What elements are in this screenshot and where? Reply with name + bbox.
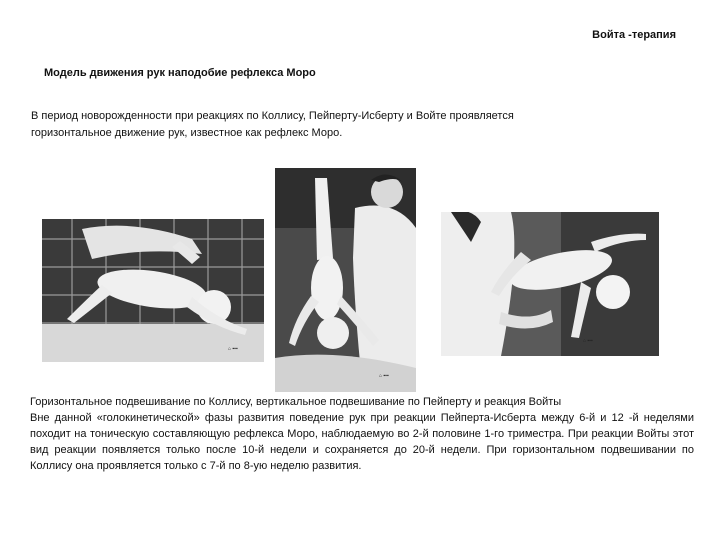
collis-horizontal-suspension-photo [42,219,264,362]
caption-block [30,394,694,474]
publisher-logo-icon: ⌂ ▪▪▪ [379,373,389,379]
section-title: Модель движения рук наподобие рефлекса Моро [44,67,316,79]
photo3-image [441,212,659,356]
intro-line-2: горизонтальное движение рук, известное как рефлекс Моро. [31,127,343,139]
publisher-logo-icon: ⌂ ▪▪▪ [583,338,593,344]
header-title: Войта -терапия [592,29,676,41]
peiper-vertical-suspension-photo [275,168,416,392]
photo2-image [275,168,416,392]
vojta-reaction-photo [441,212,659,356]
caption-heading: Горизонтальное подвешивание по Коллису, вертикальное подвешивание по Пейперту и реакция Войты [30,396,562,408]
photo1-image [42,219,264,362]
publisher-logo-icon: ⌂ ▪▪▪ [228,346,238,352]
caption-body: Вне данной «голокинетической» фазы развития поведение рук при реакции Пейперта-Исберта между 6-й и 12 -й неделями походит на тоническую составляющую рефлекса Моро, наблюдаемую во 2-й половине 1-го триместра. При реакции Войты этот вид реакции появляется только после 10-й недели и сохраняется до 20-й недели. При горизонтальном подвешивании по Коллису она проявляется только с 7-й по 8-ую неделю развития. [30,412,694,472]
intro-paragraph [31,108,631,142]
intro-line-1: В период новорожденности при реакциях по Коллису, Пейперту-Исберту и Войте проявляется [31,110,514,122]
